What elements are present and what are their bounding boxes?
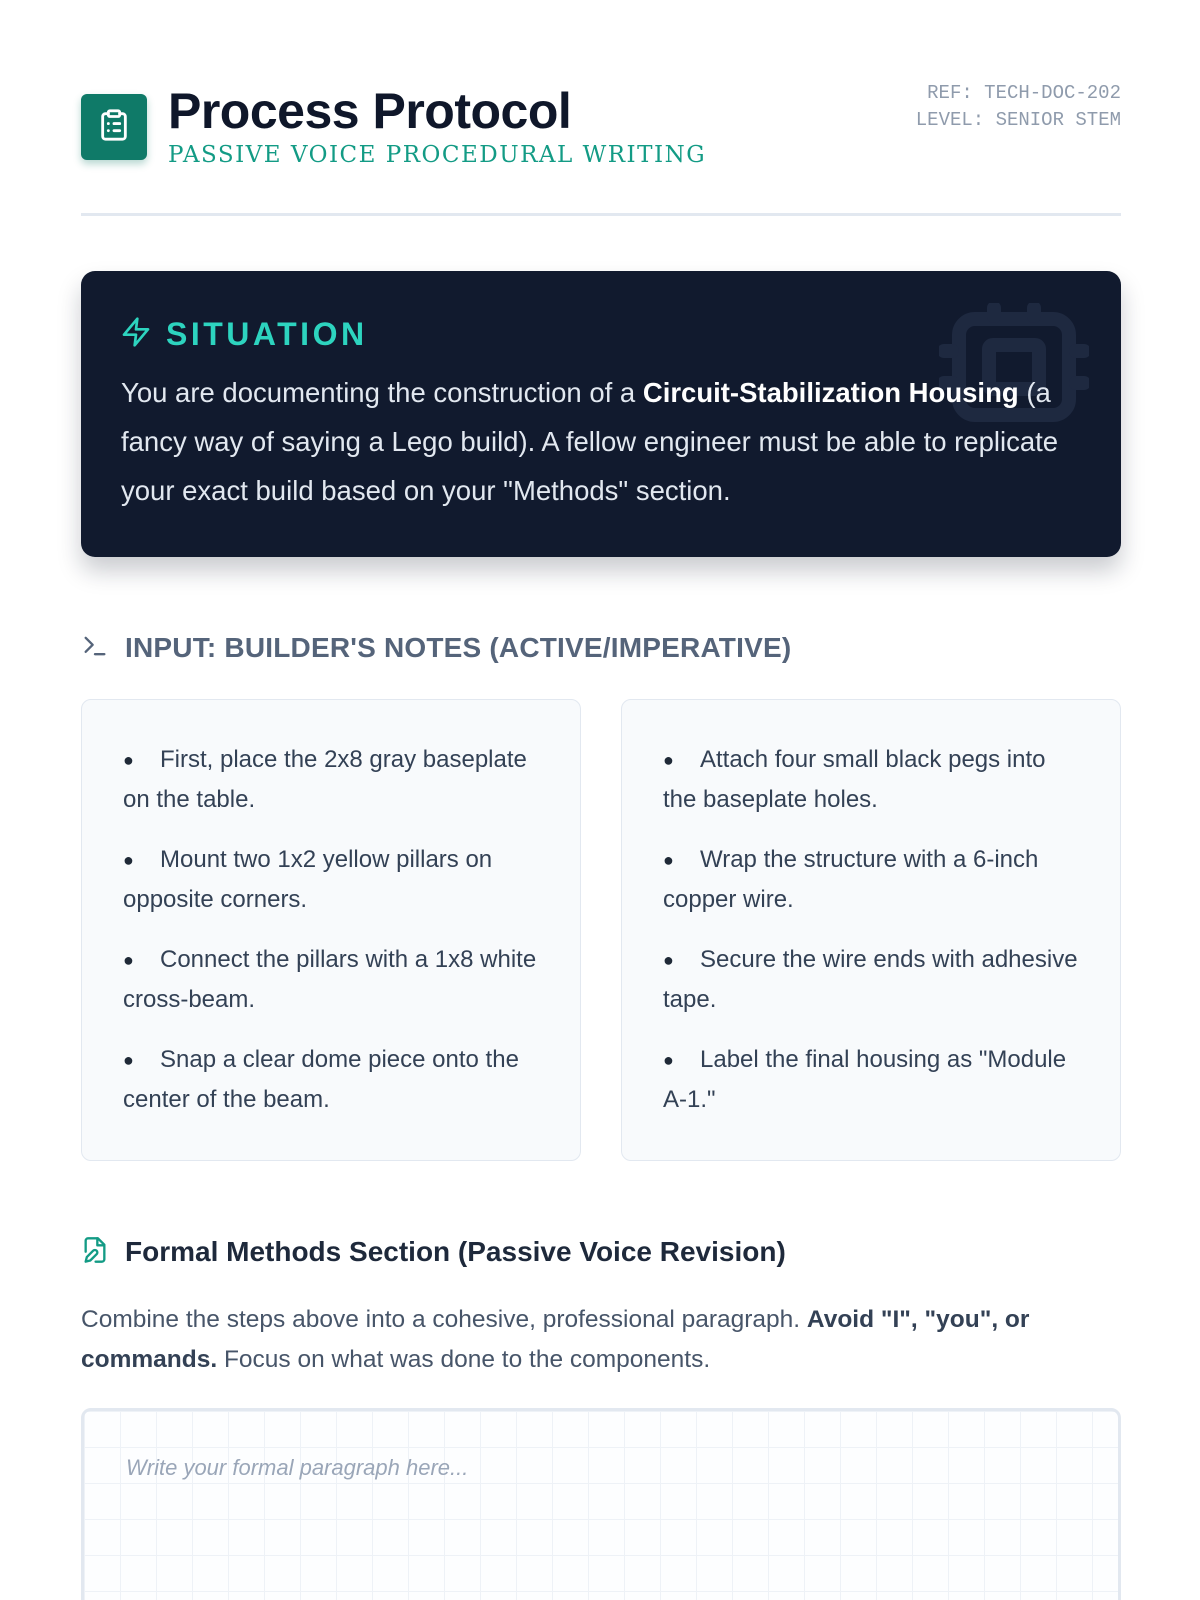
- notes-list-right: [663, 740, 1083, 1140]
- instructions-end: Focus on what was done to the components.: [217, 1346, 711, 1373]
- situation-text: [121, 368, 1081, 515]
- page-title: Process Protocol: [168, 83, 572, 139]
- list-item: ● Wrap the structure with a 6-inch copper wire.: [663, 846, 1039, 913]
- list-item: ● Secure the wire ends with adhesive tape.: [663, 946, 1078, 1013]
- input-heading-label: INPUT: BUILDER'S NOTES (ACTIVE/IMPERATIVE): [125, 632, 792, 663]
- builder-notes-left: [81, 699, 581, 1161]
- logo: [81, 94, 147, 160]
- list-item: ● First, place the 2x8 gray baseplate on the table.: [123, 746, 527, 813]
- situation-text-end: (a fancy way of saying a Lego build). A fellow engineer must be able to replicate your exact build based on your "Methods" section.: [121, 377, 1059, 506]
- situation-heading: [120, 315, 368, 353]
- methods-instructions: [81, 1300, 1121, 1380]
- page-subtitle: PASSIVE VOICE PROCEDURAL WRITING: [168, 142, 707, 168]
- doc-reference: [916, 80, 1121, 134]
- list-item: ● Attach four small black pegs into the baseplate holes.: [663, 746, 1046, 813]
- bolt-icon: [120, 315, 152, 354]
- notes-list-left: [123, 740, 543, 1140]
- instructions-bold: Avoid "I", "you", or commands.: [81, 1306, 1030, 1373]
- file-edit-icon: [81, 1235, 109, 1270]
- level-label: LEVEL: SENIOR STEM: [915, 109, 1121, 131]
- list-item: ● Connect the pillars with a 1x8 white cross-beam.: [123, 946, 537, 1013]
- formal-paragraph-input[interactable]: [81, 1408, 1121, 1600]
- list-item: ● Snap a clear dome piece onto the center of the beam.: [123, 1046, 519, 1113]
- page: [81, 0, 1121, 1600]
- terminal-icon: [81, 632, 109, 665]
- methods-heading: [81, 1232, 786, 1272]
- instructions-start: Combine the steps above into a cohesive, professional paragraph.: [81, 1306, 807, 1333]
- input-heading: [81, 628, 791, 668]
- situation-label: SITUATION: [166, 315, 368, 352]
- header: [81, 80, 1121, 216]
- situation-card: [81, 271, 1121, 557]
- builder-notes-right: [621, 699, 1121, 1161]
- situation-text-start: You are documenting the construction of a: [121, 377, 643, 408]
- list-item: ● Mount two 1x2 yellow pillars on opposite corners.: [123, 846, 493, 913]
- ref-code: REF: TECH-DOC-202: [927, 82, 1121, 104]
- situation-bold-term: Circuit-Stabilization Housing: [642, 377, 1019, 408]
- methods-heading-label: Formal Methods Section (Passive Voice Revision): [125, 1236, 786, 1267]
- list-item: ● Label the final housing as "Module A-1.": [663, 1046, 1067, 1113]
- clipboard-icon: [97, 108, 131, 147]
